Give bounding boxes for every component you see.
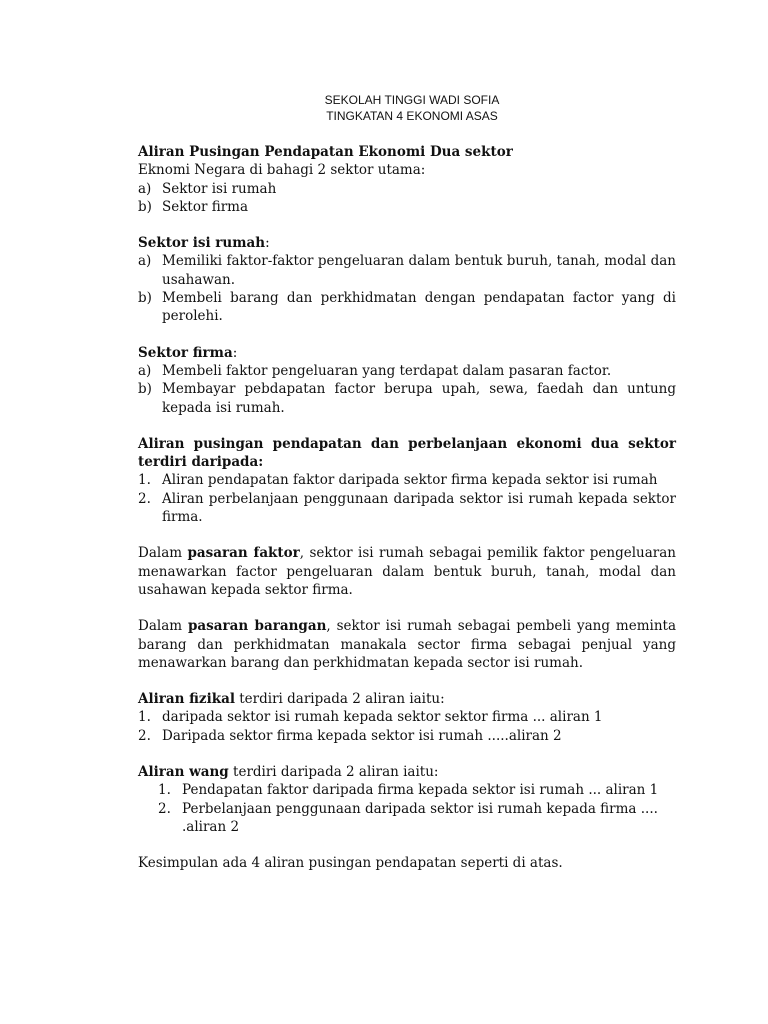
section-title: Aliran pusingan pendapatan dan perbelanjaan ekonomi dua sektor terdiri daripada: <box>138 435 676 471</box>
list-item: b) Membeli barang dan perkhidmatan dengan pendapatan factor yang di perolehi. <box>138 290 676 325</box>
intro-line: Eknomi Negara di bahagi 2 sektor utama: <box>138 162 426 179</box>
document-page <box>138 92 676 873</box>
section-title: Aliran Pusingan Pendapatan Ekonomi Dua sektor <box>138 144 513 160</box>
list-item: 1. Pendapatan faktor daripada firma kepada sektor isi rumah ... aliran 1 <box>158 782 659 799</box>
list-item: 2. Daripada sektor firma kepada sektor isi rumah .....aliran 2 <box>138 727 562 744</box>
paragraph-pasaran-barangan: Dalam pasaran barangan, sektor isi rumah sebagai pembeli yang meminta barang dan perkhidmatan manakala sector firma sebagai penjual yang menawarkan barang dan perkhidmatan kepada sector isi rumah. <box>138 618 676 671</box>
aliran-section <box>138 435 676 526</box>
list-item: b) Sektor firma <box>138 198 249 215</box>
paragraph-pasaran-faktor: Dalam pasaran faktor, sektor isi rumah sebagai pemilik faktor pengeluaran menawarkan factor pengeluaran dalam bentuk buruh, tanah, modal dan usahawan kepada sektor firma. <box>138 545 676 598</box>
conclusion: Kesimpulan ada 4 aliran pusingan pendapatan seperti di atas. <box>138 855 563 872</box>
document-header <box>148 92 676 124</box>
section-title: Aliran fizikal <box>138 691 235 708</box>
list-item: 2. Aliran perbelanjaan penggunaan daripada sektor isi rumah kepada sektor firma. <box>138 490 676 526</box>
class-subject: TINGKATAN 4 EKONOMI ASAS <box>326 109 498 123</box>
section-title: Aliran wang <box>138 764 229 781</box>
school-name: SEKOLAH TINGGI WADI SOFIA <box>324 93 500 107</box>
fizikal-section: Aliran fizikal terdiri daripada 2 aliran iaitu: 1. daripada sektor isi rumah kepada sektor sektor firma ... aliran 1 2. Daripada sektor firma kepada sektor isi rumah .....aliran 2 <box>138 690 676 745</box>
isi-rumah-section: Sektor isi rumah: a) Memiliki faktor-faktor pengeluaran dalam bentuk buruh, tanah, modal dan usahawan. b) Membeli barang dan perkhidmatan dengan pendapatan factor yang di perolehi. <box>138 235 676 325</box>
intro-section <box>138 143 676 216</box>
list-item: 2. Perbelanjaan penggunaan daripada sektor isi rumah kepada firma .... .aliran 2 <box>158 800 658 835</box>
wang-section: Aliran wang terdiri daripada 2 aliran iaitu: 1. Pendapatan faktor daripada firma kepada sektor isi rumah ... aliran 1 2. Perbelanjaan penggunaan daripada sektor isi rumah kepada firma .... .aliran 2 <box>138 763 676 836</box>
list-item: 1. daripada sektor isi rumah kepada sektor sektor firma ... aliran 1 <box>138 709 603 726</box>
section-title: Sektor firma <box>138 344 233 361</box>
list-item: 1. Aliran pendapatan faktor daripada sektor firma kepada sektor isi rumah <box>138 472 658 489</box>
list-item: a) Membeli faktor pengeluaran yang terdapat dalam pasaran factor. <box>138 362 612 379</box>
list-item: a) Sektor isi rumah <box>138 180 277 197</box>
section-title: Sektor isi rumah <box>138 235 266 252</box>
list-item: b) Membayar pebdapatan factor berupa upah, sewa, faedah dan untung kepada isi rumah. <box>138 381 676 416</box>
firma-section: Sektor firma: a) Membeli faktor pengeluaran yang terdapat dalam pasaran factor. b) Membayar pebdapatan factor berupa upah, sewa, faedah dan untung kepada isi rumah. <box>138 344 676 416</box>
list-item: a) Memiliki faktor-faktor pengeluaran dalam bentuk buruh, tanah, modal dan usahawan. <box>138 253 676 288</box>
